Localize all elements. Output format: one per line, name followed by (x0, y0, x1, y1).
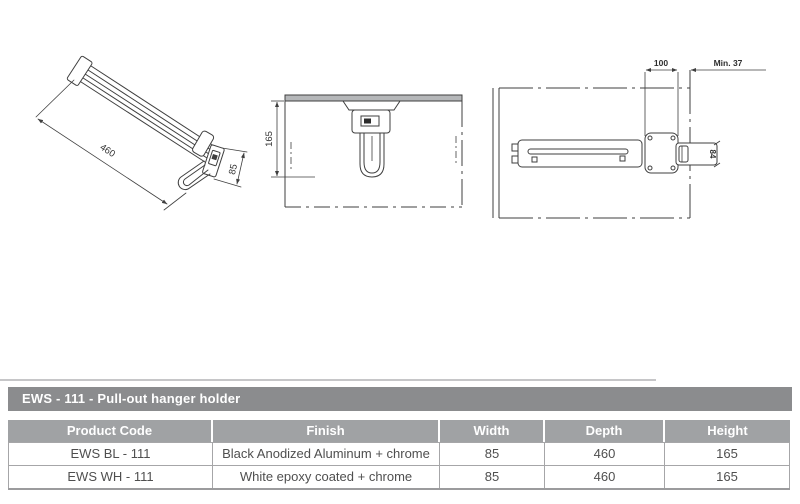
cell-finish: White epoxy coated + chrome (213, 466, 440, 488)
cell-width: 85 (440, 466, 545, 488)
table-row (8, 466, 790, 490)
product-title: EWS - 111 - Pull-out hanger holder (22, 391, 241, 406)
cap-dot (212, 155, 217, 160)
column-header-finish: Finish (213, 420, 440, 442)
rail-line (80, 76, 207, 158)
extension-line (36, 80, 74, 117)
dimension-label-84: 84 (708, 149, 717, 159)
extension-line (164, 193, 186, 210)
dimension-label-460: 460 (97, 141, 118, 160)
rail-tab (512, 156, 518, 163)
rail-line (82, 72, 209, 154)
spec-table (8, 420, 790, 490)
divider-line (0, 379, 656, 381)
cell-finish: Black Anodized Aluminum + chrome (213, 443, 440, 465)
dimension-label-min37: Min. 37 (713, 58, 743, 68)
cabinet-top-panel (285, 95, 462, 101)
rail-tab (512, 144, 518, 151)
mount-plate (343, 101, 400, 110)
extension-line (222, 148, 247, 152)
dimension-label-85: 85 (227, 163, 241, 176)
isometric-view-drawing (28, 53, 254, 215)
table-row (8, 442, 790, 466)
rail-line (88, 64, 214, 146)
cell-height: 165 (665, 466, 790, 488)
label-dot (364, 119, 371, 124)
dimension-label-100: 100 (653, 58, 669, 68)
rail-line (78, 80, 205, 162)
dimension-label-165: 165 (264, 131, 275, 147)
front-view-drawing (263, 90, 469, 212)
column-header-width: Width (440, 420, 545, 442)
cell-height: 165 (665, 443, 790, 465)
product-title-bar (8, 387, 792, 411)
table-header-row (8, 420, 790, 442)
cell-width: 85 (440, 443, 545, 465)
column-header-height: Height (665, 420, 790, 442)
cell-depth: 460 (545, 443, 665, 465)
side-view-drawing (485, 50, 777, 225)
dimension-line-length (38, 119, 167, 204)
column-header-product-code: Product Code (8, 420, 213, 442)
cell-product-code: EWS BL - 111 (8, 443, 213, 465)
cell-product-code: EWS WH - 111 (8, 466, 213, 488)
rail-line (85, 68, 211, 150)
column-header-depth: Depth (545, 420, 665, 442)
mount-bracket (645, 133, 678, 173)
cell-depth: 460 (545, 466, 665, 488)
